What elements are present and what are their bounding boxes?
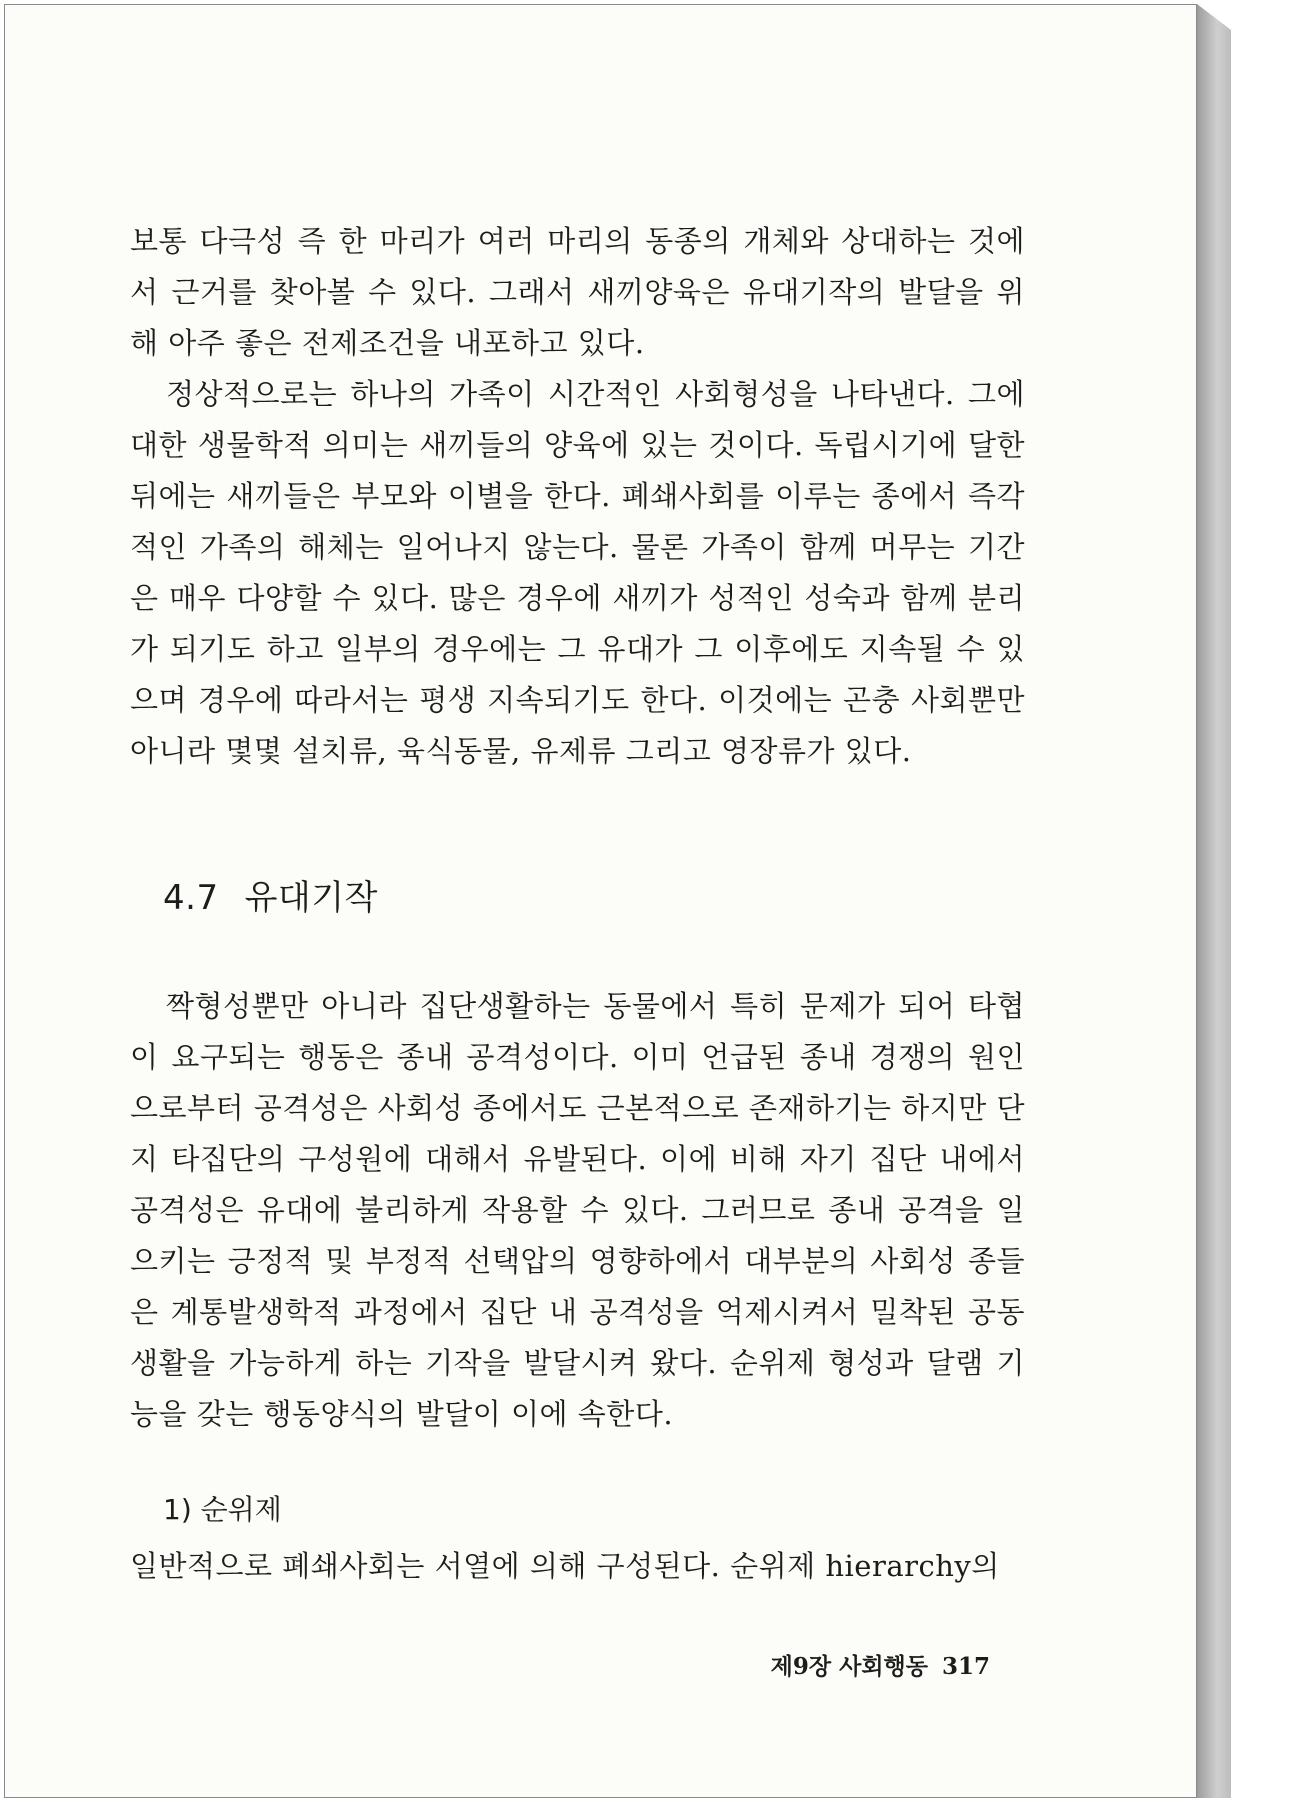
section-title: 유대기작 xyxy=(244,878,378,918)
page-number: 317 xyxy=(941,1653,990,1680)
body-paragraph-1: 보통 다극성 즉 한 마리가 여러 마리의 동종의 개체와 상대하는 것에서 근거를 찾아볼 수 있다. 그래서 새끼양육은 유대기작의 발달을 위해 아주 좋은 전제조건을 내포하고 있다. xyxy=(130,224,1025,360)
body-paragraph-3: 짝형성뿐만 아니라 집단생활하는 동물에서 특히 문제가 되어 타협이 요구되는 행동은 종내 공격성이다. 이미 언급된 종내 경쟁의 원인으로부터 공격성은 사회성 종에서도 근본적으로 존재하기는 하지만 단지 타집단의 구성원에 대해서 유발된다. 이에 비해 자기 집단 내에서 공격성은 유대에 불리하게 작용할 수 있다. 그러므로 종내 공격을 일으키는 긍정적 및 부정적 선택압의 영향하에서 대부분의 사회성 종들은 계통발생학적 과정에서 집단 내 공격성을 억제시켜서 밀착된 공동생활을 가능하게 하는 기작을 발달시켜 왔다. 순위제 형성과 달램 기능을 갖는 행동양식의 발달이 이에 속한다. xyxy=(130,989,1025,1431)
section-number: 4.7 xyxy=(163,878,219,918)
page-edge xyxy=(1197,4,1231,1798)
section-heading xyxy=(163,870,378,919)
page-footer xyxy=(600,1648,990,1681)
chapter-label: 제9장 사회행동 xyxy=(770,1653,928,1680)
subsection-heading: 1) 순위제 xyxy=(163,1493,282,1526)
body-paragraph-2: 정상적으로는 하나의 가족이 시간적인 사회형성을 나타낸다. 그에 대한 생물학적 의미는 새끼들의 양육에 있는 것이다. 독립시기에 달한 뒤에는 새끼들은 부모와 이별을 한다. 폐쇄사회를 이루는 종에서 즉각적인 가족의 해체는 일어나지 않는다. 물론 가족이 함께 머무는 기간은 매우 다양할 수 있다. 많은 경우에 새끼가 성적인 성숙과 함께 분리가 되기도 하고 일부의 경우에는 그 유대가 그 이후에도 지속될 수 있으며 경우에 따라서는 평생 지속되기도 한다. 이것에는 곤충 사회뿐만 아니라 몇몇 설치류, 육식동물, 유제류 그리고 영장류가 있다. xyxy=(130,377,1025,768)
body-paragraph-4: 일반적으로 폐쇄사회는 서열에 의해 구성된다. 순위제 hierarchy의 xyxy=(130,1549,1000,1583)
